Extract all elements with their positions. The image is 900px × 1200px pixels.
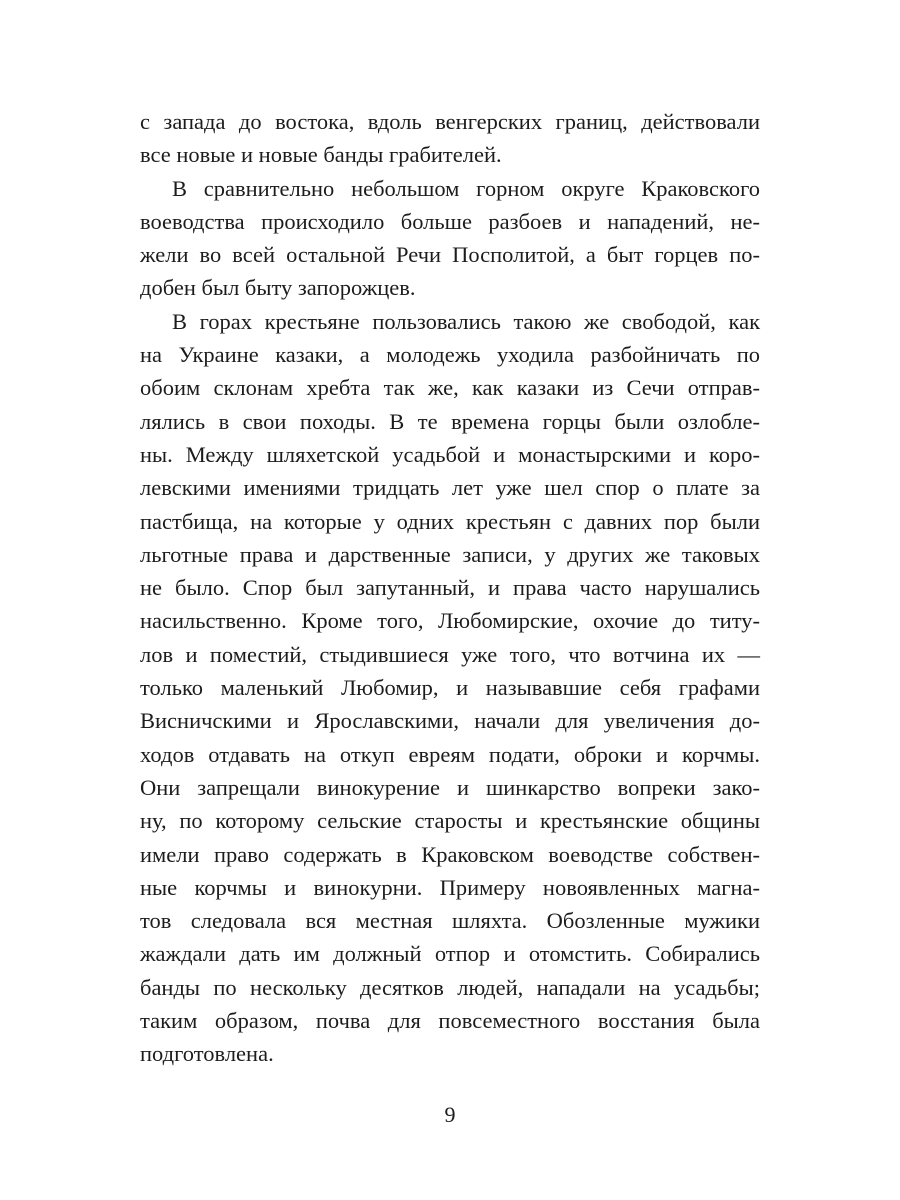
text-line: ну, по которому сельские старосты и крестьянские общины bbox=[140, 808, 760, 834]
text-line: воеводства происходило больше разбоев и нападений, не- bbox=[140, 208, 760, 234]
text-line: лов и поместий, стыдившиеся уже того, что вотчина их — bbox=[140, 641, 760, 667]
text-line: левскими имениями тридцать лет уже шел спор о плате за bbox=[140, 475, 760, 501]
text-line: тов следовала вся местная шляхта. Обозленные мужики bbox=[140, 908, 760, 934]
text-line: пастбища, на которые у одних крестьян с давних пор были bbox=[140, 508, 760, 534]
text-line: не было. Спор был запутанный, и права часто нарушались bbox=[140, 575, 760, 601]
text-line: ны. Между шляхетской усадьбой и монастырскими и коро- bbox=[140, 441, 760, 467]
paragraph-3 bbox=[140, 305, 760, 1071]
text-line: ные корчмы и винокурни. Примеру новоявленных магна- bbox=[140, 874, 760, 900]
text-line: подготовлена. bbox=[140, 1041, 274, 1067]
text-line: таким образом, почва для повсеместного восстания была bbox=[140, 1008, 760, 1034]
text-line: льготные права и дарственные записи, у других же таковых bbox=[140, 541, 760, 567]
text-line: ходов отдавать на откуп евреям подати, оброки и корчмы. bbox=[140, 741, 760, 767]
text-line: банды по нескольку десятков людей, нападали на усадьбы; bbox=[140, 974, 760, 1000]
paragraph-1 bbox=[140, 105, 760, 172]
text-line: добен был быту запорожцев. bbox=[140, 275, 416, 301]
text-line: все новые и новые банды грабителей. bbox=[140, 142, 502, 168]
paragraph-2 bbox=[140, 172, 760, 305]
text-line: В сравнительно небольшом горном округе Краковского bbox=[172, 175, 760, 201]
text-line: только маленький Любомир, и называвшие себя графами bbox=[140, 675, 760, 701]
text-line: жаждали дать им должный отпор и отомстить. Собирались bbox=[140, 941, 760, 967]
text-line: жели во всей остальной Речи Посполитой, а быт горцев по- bbox=[140, 242, 760, 268]
text-line: лялись в свои походы. В те времена горцы были озлобле- bbox=[140, 408, 760, 434]
body-text bbox=[140, 105, 760, 1071]
text-line: обоим склонам хребта так же, как казаки из Сечи отправ- bbox=[140, 375, 760, 401]
text-line: Они запрещали винокурение и шинкарство вопреки зако- bbox=[140, 774, 760, 800]
text-line: насильственно. Кроме того, Любомирские, охочие до титу- bbox=[140, 608, 760, 634]
text-line: на Украине казаки, а молодежь уходила разбойничать по bbox=[140, 342, 760, 368]
page-number: 9 bbox=[444, 1102, 456, 1127]
text-line: Висничскими и Ярославскими, начали для увеличения до- bbox=[140, 708, 760, 734]
text-line: В горах крестьяне пользовались такою же свободой, как bbox=[172, 308, 760, 334]
text-line: с запада до востока, вдоль венгерских границ, действовали bbox=[140, 109, 760, 134]
text-line: имели право содержать в Краковском воеводстве собствен- bbox=[140, 841, 760, 867]
